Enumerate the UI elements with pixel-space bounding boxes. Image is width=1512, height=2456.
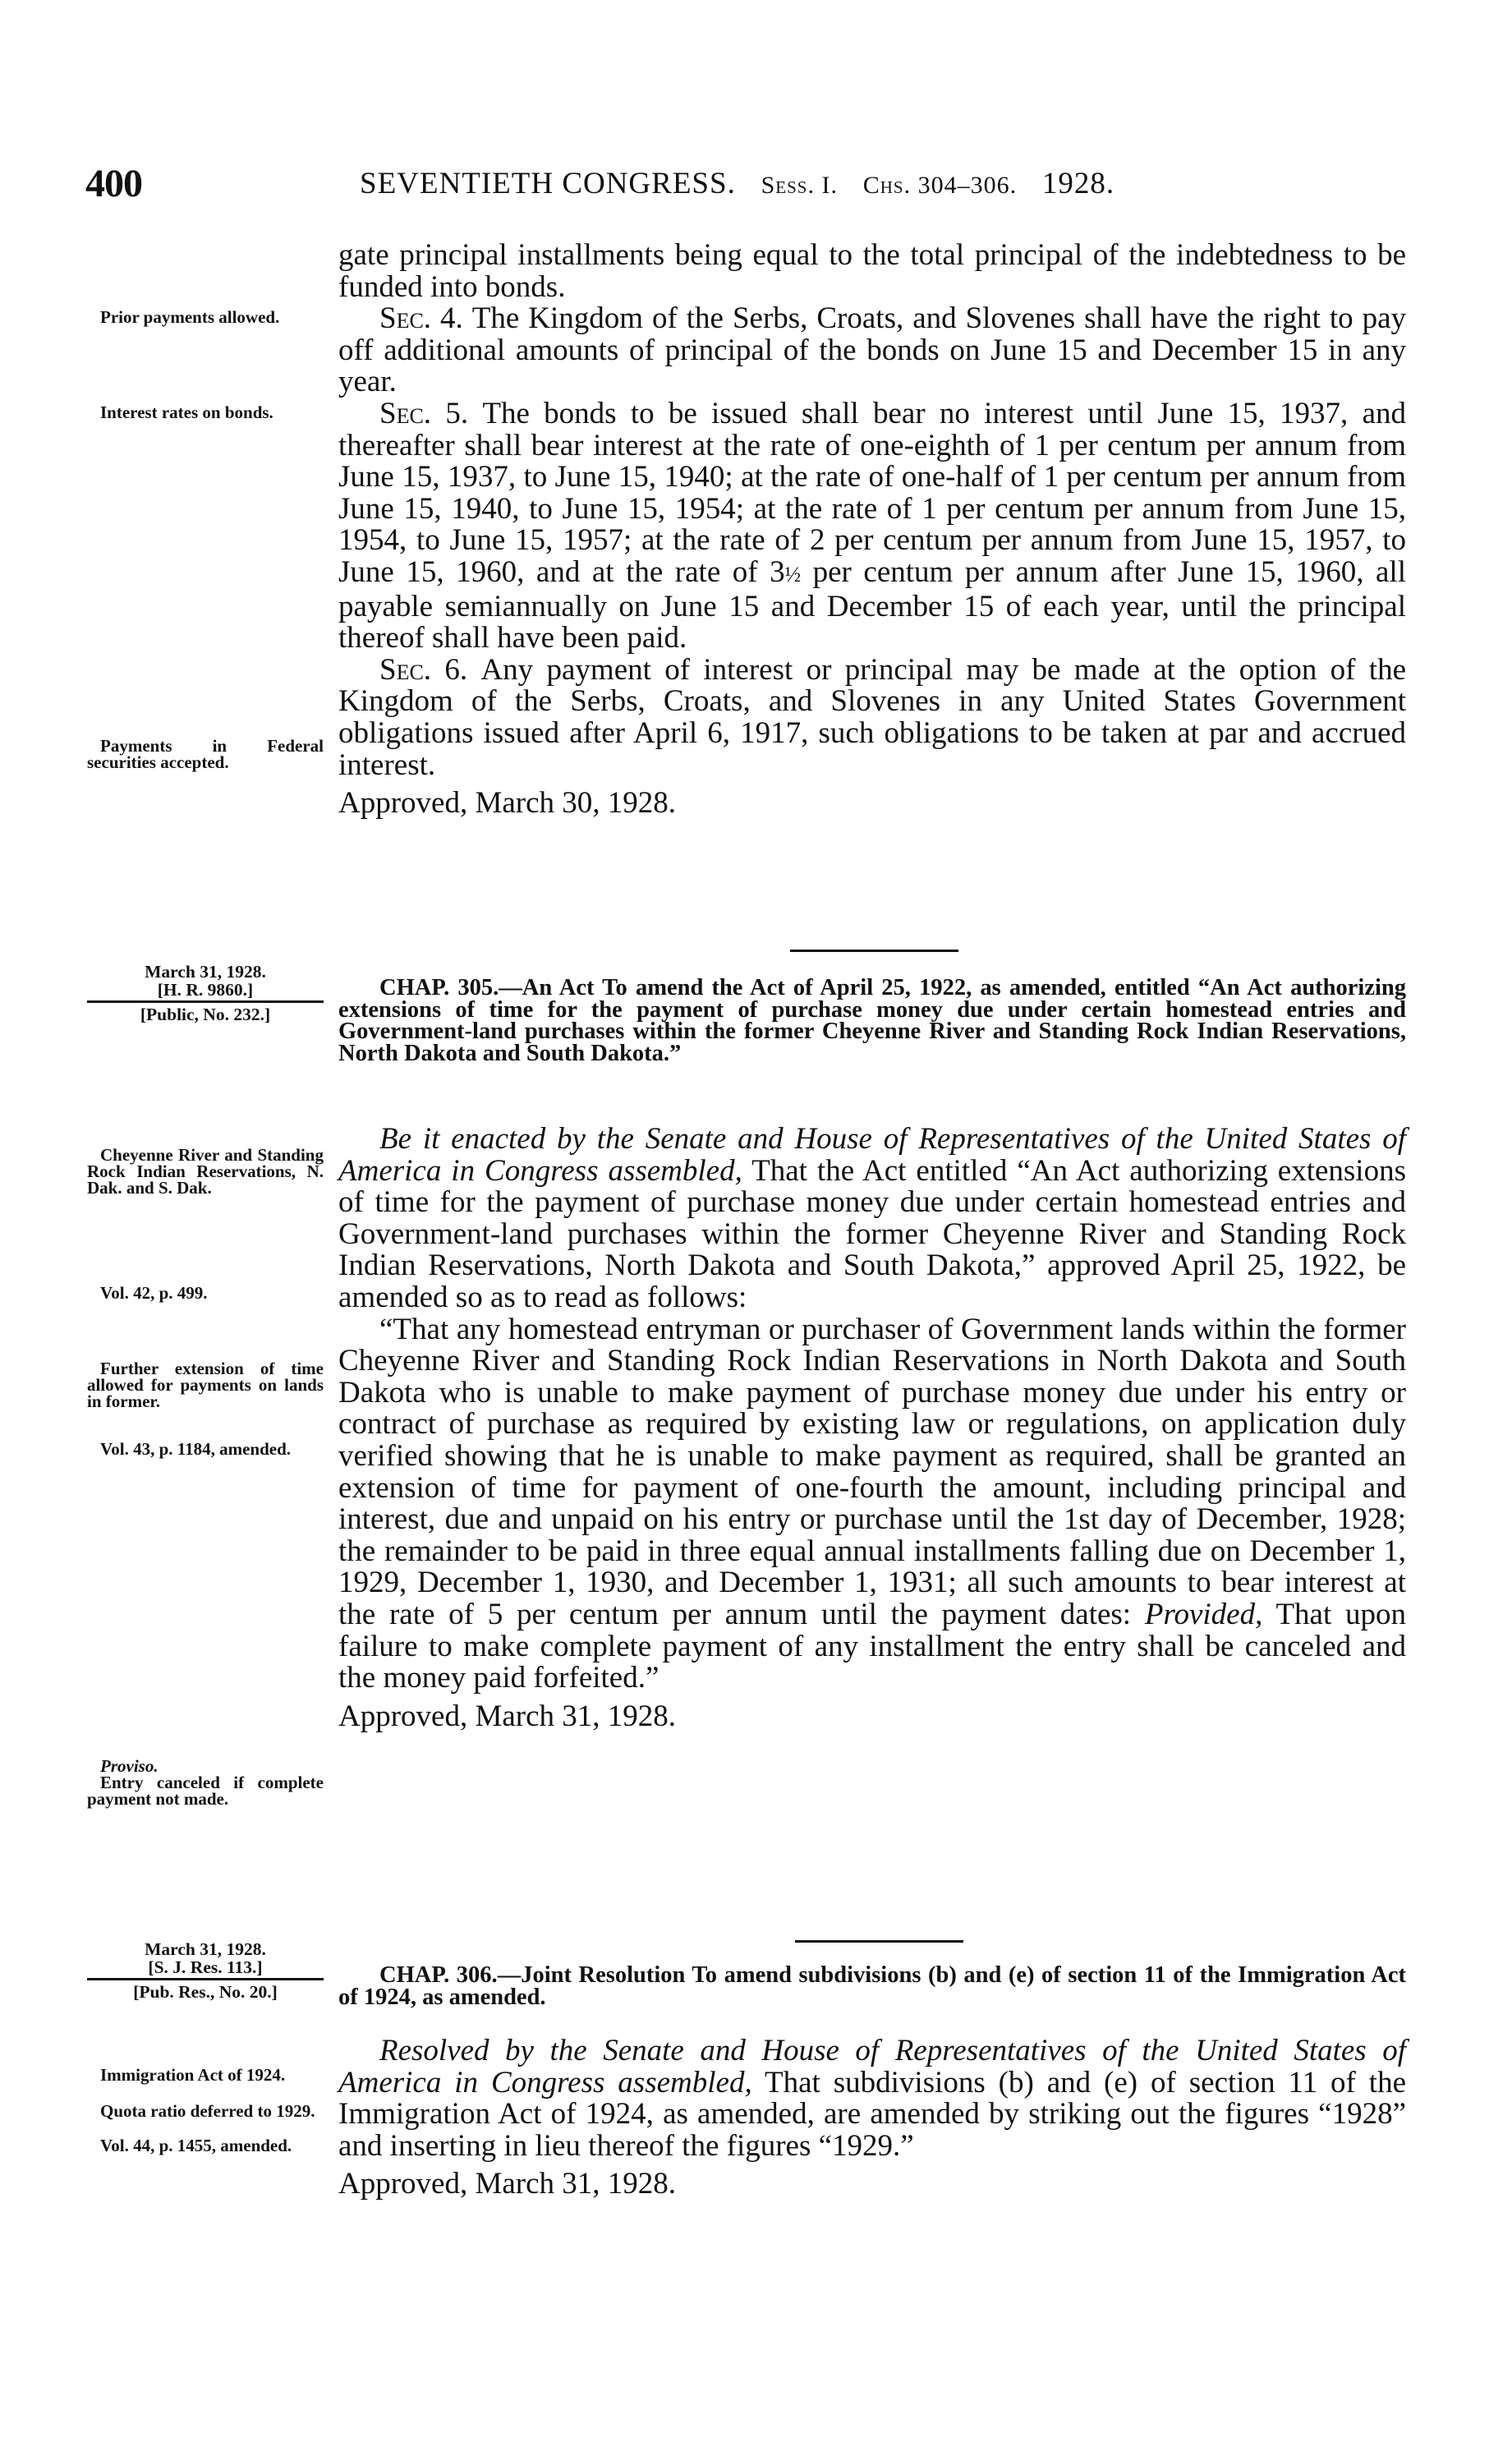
chap306-body (338, 2035, 1406, 2201)
running-head-chapters: Chs. 304–306. (862, 172, 1018, 199)
sec5-label: Sec. 5. (379, 396, 469, 430)
margin-note-proviso (87, 1758, 324, 1807)
chap306-title-text: —Joint Resolution To amend subdivisions (b) and (e) of section 11 of the Immigration Act of 1924, as amended. (338, 1962, 1406, 2010)
margin-note-text: Immigration Act of 1924. (100, 2065, 286, 2085)
chap304-approved: Approved, March 30, 1928. (338, 786, 677, 821)
margin-note-vol42 (87, 1285, 324, 1301)
chap306-title (338, 1962, 1406, 2010)
resolving-clause-italic: Resolved by the Senate and House of Representatives of the United States of America in Congress assembled, (338, 2034, 1406, 2100)
provided-italic: Provided, (1144, 1597, 1263, 1631)
margin-note-text: Prior payments allowed. (100, 307, 280, 327)
running-head-session: Sess. I. (761, 172, 838, 199)
margin-note-text: Further extension of time allowed for payments on lands in former. (87, 1359, 324, 1411)
margin-note-prior-payments (87, 309, 324, 325)
sec5-fraction: ½ (784, 562, 802, 586)
enacting-clause-text: That the Act entitled “An Act authorizing extensions of time for the payment of purchase money due under certain homestead entries and Government-land purchases within the former Cheyenne River and Standing Rock Indian Reservations, North Dakota and South Dakota,” approved April 25, 1922, be amended so as to read as follows: (338, 1153, 1406, 1314)
chap305-public-law: [Public, No. 232.] (140, 1005, 271, 1024)
amended-text-b: That upon failure to make complete payment of any installment the entry shall be canceled and the money paid forfeited.” (338, 1597, 1406, 1695)
running-head (360, 166, 1114, 201)
proviso-label: Proviso. (100, 1756, 159, 1776)
amended-text-a: “That any homestead entryman or purchaser of Government lands within the former Cheyenne River and Standing Rock Indian Reservations in North Dakota and South Dakota who is unable to make payment of purchase money due under his entry or contract of purchase as required by existing law or regulations, on application duly verified showing that he is unable to make payment as required, shall be granted an extension of time for payment of one-fourth the amount, including principal and interest, due and unpaid on his entry or purchase until the 1st day of December, 1928; the remainder to be paid in three equal annual installments falling due on December 1, 1929, December 1, 1930, and December 1, 1931; all such amounts to bear interest at the rate of 5 per centum per annum until the payment dates: (338, 1312, 1406, 1631)
chap305-title (338, 977, 1406, 1065)
chap305-date: March 31, 1928. (145, 962, 266, 982)
section-divider (795, 1940, 963, 1943)
sec5-text-a: The bonds to be issued shall bear no interest until June 15, 1937, and thereafter shall bear interest at the rate of one-eighth of 1 per centum per annum from June 15, 1937, to June 15, 1940; at the rate of one-half of 1 per centum per annum from June 15, 1940, to June 15, 1954; at the rate of 1 per centum per annum from June 15, 1954, to June 15, 1957; at the rate of 2 per centum per annum from June 15, 1957, to June 15, 1960, and at the rate of 3 (338, 396, 1406, 589)
resolving-clause-text: That subdivisions (b) and (e) of section 11 of the Immigration Act of 1924, as amended, are amended by striking out the figures “1928” and inserting in lieu thereof the figures “1929.” (338, 2065, 1407, 2163)
running-head-title: SEVENTIETH CONGRESS. (360, 167, 736, 200)
margin-note-text: Cheyenne River and Standing Rock Indian Reservations, N. Dak. and S. Dak. (87, 1145, 324, 1198)
margin-note-vol43 (87, 1441, 324, 1457)
margin-note-entry-canceled: Entry canceled if complete payment not made. (87, 1773, 324, 1809)
section-divider (790, 950, 958, 952)
chap305-label: CHAP. 305. (379, 975, 499, 1000)
chap305-bill-number: [H. R. 9860.] (157, 980, 254, 1000)
section-6 (338, 652, 1406, 782)
running-head-year: 1928. (1041, 167, 1115, 200)
margin-note-text: Vol. 42, p. 499. (100, 1283, 208, 1303)
margin-note-text: Interest rates on bonds. (100, 402, 273, 422)
chap304-body (338, 240, 1406, 820)
margin-note-text: Quota ratio deferred to 1929. (100, 2101, 315, 2121)
chap306-public-resolution: [Pub. Res., No. 20.] (133, 1982, 278, 2002)
margin-note-vol44 (87, 2137, 324, 2154)
resolving-clause (338, 2035, 1406, 2162)
sec4-label: Sec. 4. (379, 301, 463, 336)
margin-note-text: Vol. 43, p. 1184, amended. (100, 1439, 292, 1459)
margin-note-text: Vol. 44, p. 1455, amended. (100, 2136, 292, 2155)
margin-note-payments-federal (87, 738, 324, 770)
section-4 (338, 303, 1406, 398)
margin-note-immigration-act (87, 2067, 324, 2083)
page-number: 400 (85, 162, 142, 205)
chap306-date: March 31, 1928. (145, 1939, 266, 1959)
sec6-label: Sec. 6. (379, 652, 468, 687)
margin-note-cheyenne (87, 1147, 324, 1196)
margin-rule (87, 1000, 324, 1003)
chap305-body (338, 1124, 1406, 1732)
chap305-title-text: —An Act To amend the Act of April 25, 1922, as amended, entitled “An Act authorizing extensions of time for the payment of purchase money due under certain homestead entries and Government-land purchases within the former Cheyenne River and Standing Rock Indian Reservations, North Dakota and South Dakota.” (338, 975, 1406, 1066)
margin-rule (87, 1978, 324, 1980)
margin-note-quota-ratio (87, 2103, 324, 2119)
margin-note-text: Payments in Federal securities accepted. (87, 736, 324, 772)
enacting-clause-italic: Be it enacted by the Senate and House of Representatives of the United States of America in Congress assembled, (338, 1122, 1406, 1188)
margin-note-interest-rates (87, 404, 324, 421)
enacting-clause (338, 1124, 1406, 1314)
chap306-approved: Approved, March 31, 1928. (338, 2167, 677, 2201)
chap306-label: CHAP. 306. (379, 1962, 498, 1988)
section-5 (338, 398, 1406, 655)
chap305-approved: Approved, March 31, 1928. (338, 1699, 677, 1733)
sec6-text: Any payment of interest or principal may be made at the option of the Kingdom of the Serbs, Croats, and Slovenes in any United States Government obligations issued after April 6, 1917, such obligations to be taken at par and accrued interest. (338, 652, 1406, 782)
amended-text (338, 1314, 1406, 1695)
chap304-continuation: gate principal installments being equal to the total principal of the indebtedness to be funded into bonds. (338, 238, 1406, 304)
sec5-text-b: per centum per annum after June 15, 1960, all payable semiannually on June 15 and December 15 of each year, until the principal thereof shall have been paid. (338, 554, 1406, 655)
sec4-text: The Kingdom of the Serbs, Croats, and Slovenes shall have the right to pay off additional amounts of principal of the bonds on June 15 and December 15 in any year. (338, 301, 1406, 399)
margin-note-further-extension (87, 1360, 324, 1410)
chap306-bill-number: [S. J. Res. 113.] (148, 1957, 263, 1977)
chap305-margin-header (87, 963, 324, 1023)
chap306-margin-header (87, 1940, 324, 2001)
